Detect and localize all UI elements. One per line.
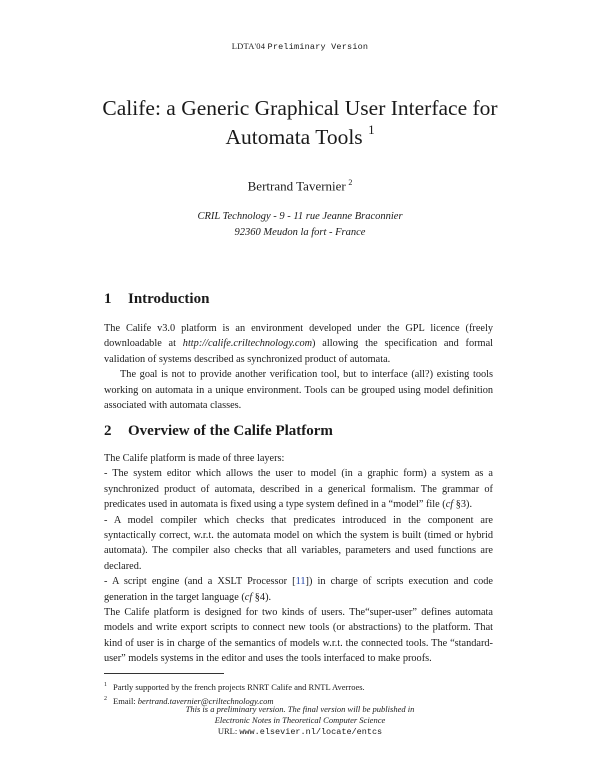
- section-heading-overview: [104, 423, 333, 440]
- footnote-1: [104, 679, 493, 693]
- author: [0, 178, 600, 194]
- overview-body: [104, 451, 493, 667]
- layer1-text-b: §3).: [453, 499, 473, 511]
- preliminary-footer: [0, 704, 600, 738]
- intro-p1-text-a: The Calife v3.0 platform is an environment developed under the GPL licence (freely downloadable at: [104, 323, 493, 350]
- running-header: [0, 41, 600, 52]
- footnote-divider: [104, 673, 224, 674]
- paper-title: [60, 96, 540, 149]
- introduction-body: [104, 321, 493, 413]
- footnote-2-label: Email:: [113, 695, 138, 706]
- calife-url-link[interactable]: http://calife.criltechnology.com: [182, 338, 313, 350]
- section-1-number: 1: [104, 291, 112, 307]
- footnote-1-mark: 1: [104, 682, 107, 688]
- layer-model-compiler: - A model compiler which checks that predicates introduced in the component are syntactically correct, w.r.t. the automata model on which the system is built (timed or hybrid automata). The compiler also checks that all variables, parameters and used functions are declared.: [104, 514, 493, 572]
- section-1-title: Introduction: [128, 291, 210, 307]
- intro-paragraph-2: The goal is not to provide another verification tool, but to interface (all?) existing tools working on automata in a unique environment. Tools can be grouped using model definition associated with automata classes.: [104, 369, 493, 412]
- affiliation-line-2: 92360 Meudon la fort - France: [234, 227, 366, 238]
- title-line-2: [60, 120, 540, 149]
- section-2-number: 2: [104, 423, 112, 439]
- layer1-text-a: - The system editor which allows the user to model (in a graphic form) a system as a synchronized product of automata, described in a generical formalism. The grammar of predicates used in automata is fixed using a type system defined in a “model” file (: [104, 468, 493, 511]
- affiliation-line-1: CRIL Technology - 9 - 11 rue Jeanne Braconnier: [197, 211, 403, 222]
- footnote-2-mark: 2: [104, 695, 107, 702]
- title-footnote-mark: 1: [368, 122, 375, 137]
- section-heading-introduction: [104, 291, 209, 308]
- footnotes: [104, 679, 493, 707]
- footer-url-label: URL:: [217, 726, 240, 736]
- footnote-1-text: Partly supported by the french projects RNRT Calife and RNTL Averroes.: [113, 681, 365, 692]
- layer-script-engine: [104, 574, 493, 605]
- footer-line-1: This is a preliminary version. The final version will be published in: [185, 704, 415, 714]
- header-conference: LDTA'04: [231, 41, 266, 51]
- title-line-1: Calife: a Generic Graphical User Interface for: [102, 96, 498, 120]
- layer3-text-a: - A script engine (and a XSLT Processor [: [104, 576, 296, 588]
- layer-system-editor: [104, 466, 493, 512]
- elsevier-url-link[interactable]: www.elsevier.nl/locate/entcs: [239, 727, 383, 737]
- overview-intro: The Calife platform is made of three layers:: [104, 453, 285, 464]
- intro-p1-text-b: ) allowing the specification and formal validation of systems described as synchronized product of automata.: [104, 338, 493, 365]
- layer3-cf: cf: [244, 591, 253, 603]
- author-footnote-mark: 2: [348, 178, 353, 187]
- header-status: Preliminary Version: [267, 42, 369, 52]
- footer-url-line: [0, 726, 600, 738]
- layer3-text-b: ]) in charge of scripts execution and code generation in the target language (: [104, 576, 493, 603]
- title-line-2-text: Automata Tools: [225, 125, 363, 150]
- section-2-title: Overview of the Calife Platform: [128, 423, 333, 439]
- intro-paragraph-1: [104, 321, 493, 367]
- author-email-link[interactable]: bertrand.tavernier@criltechnology.com: [137, 695, 274, 706]
- layer3-text-c: §4).: [252, 591, 272, 603]
- users-paragraph: The Calife platform is designed for two kinds of users. The“super-user” defines automata models and write export scripts to connect new tools (or abstractions) to the platform. That kind of user is in charge of the semantics of models w.r.t. the connected tools. The “standard-user” models systems in the editor and uses the tools interfaced to make proofs.: [104, 607, 493, 665]
- author-name: Bertrand Tavernier: [247, 178, 346, 194]
- affiliation: [0, 209, 600, 241]
- footer-line-2: Electronic Notes in Theoretical Computer Science: [214, 715, 386, 725]
- layer1-cf: cf: [445, 499, 454, 511]
- citation-link-11[interactable]: 11: [295, 576, 306, 588]
